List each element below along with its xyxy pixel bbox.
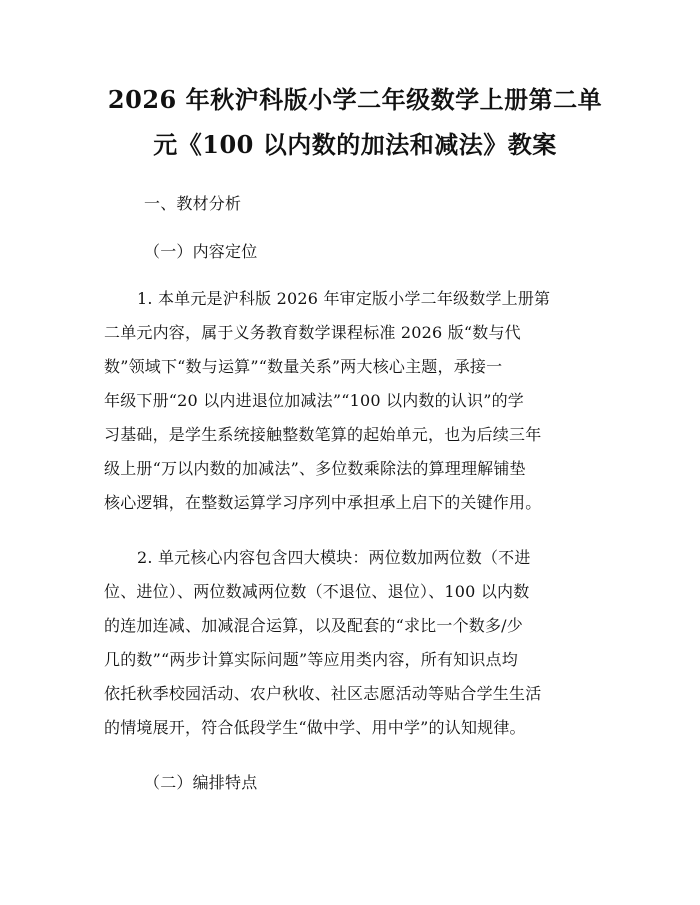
section-heading-teaching-material-analysis: 一、教材分析 <box>144 194 242 213</box>
paragraph-line: 依托秋季校园活动、农户秋收、社区志愿活动等贴合学生生活 <box>104 684 542 703</box>
paragraph-line: 位、进位）、两位数减两位数（不退位、退位）、100 以内数 <box>104 582 530 601</box>
subsection-heading-arrangement-features: （二）编排特点 <box>144 773 258 792</box>
paragraph-line: 2. 单元核心内容包含四大模块：两位数加两位数（不进 <box>137 548 531 567</box>
subsection-heading-content-positioning: （一）内容定位 <box>144 242 258 261</box>
paragraph-line: 级上册“万以内数的加减法”、多位数乘除法的算理理解铺垫 <box>104 459 526 478</box>
paragraph-line: 年级下册“20 以内进退位加减法”“100 以内数的认识”的学 <box>104 391 524 410</box>
document-title-line-2: 元《100 以内数的加法和减法》教案 <box>153 130 557 159</box>
document-title-line-1: 2026 年秋沪科版小学二年级数学上册第二单 <box>107 85 603 114</box>
paragraph-line: 几的数”“两步计算实际问题”等应用类内容，所有知识点均 <box>104 650 518 669</box>
paragraph-line: 的连加连减、加减混合运算，以及配套的“求比一个数多/少 <box>104 616 523 635</box>
paragraph-line: 二单元内容，属于义务教育数学课程标准 2026 版“数与代 <box>104 323 521 342</box>
paragraph-line: 的情境展开，符合低段学生“做中学、用中学”的认知规律。 <box>104 718 526 737</box>
paragraph-line: 核心逻辑，在整数运算学习序列中承担承上启下的关键作用。 <box>104 493 542 512</box>
paragraph-line: 1. 本单元是沪科版 2026 年审定版小学二年级数学上册第 <box>137 289 551 308</box>
paragraph-line: 数”领域下“数与运算”“数量关系”两大核心主题，承接一 <box>104 357 503 376</box>
paragraph-line: 习基础，是学生系统接触整数笔算的起始单元，也为后续三年 <box>104 425 542 444</box>
